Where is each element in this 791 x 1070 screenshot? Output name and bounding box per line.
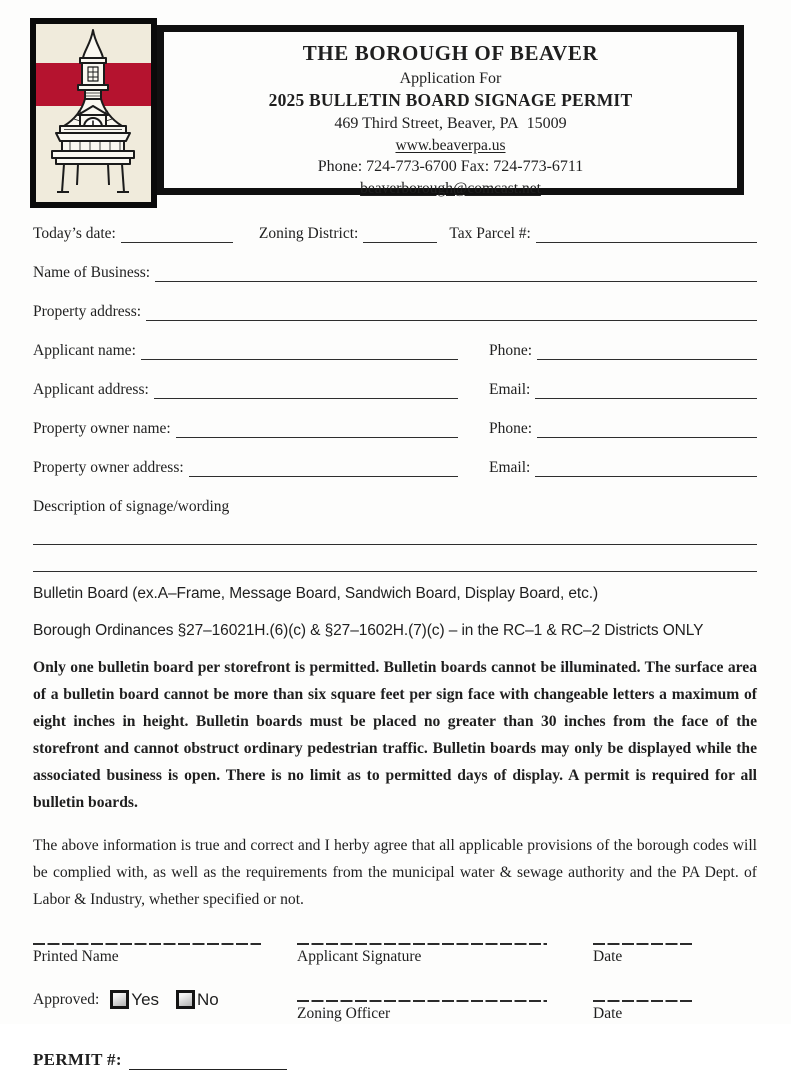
applicant-name-row — [33, 338, 757, 360]
owner-email-field[interactable] — [535, 462, 757, 477]
applicant-email-field[interactable] — [535, 384, 757, 399]
form-header — [0, 0, 791, 208]
form-body — [0, 221, 791, 1070]
approved-yes-checkbox[interactable] — [110, 990, 129, 1009]
printed-name-label: Printed Name — [33, 947, 119, 965]
tax-parcel-label: Tax Parcel #: — [449, 225, 531, 242]
applicant-address-label: Applicant address: — [33, 381, 149, 398]
todays-date-label: Today’s date: — [33, 225, 116, 242]
org-name: THE BOROUGH OF BEAVER — [302, 41, 599, 65]
board-examples-line: Bulletin Board (ex.A–Frame, Message Board, Sandwich Board, Display Board, etc.) — [33, 585, 599, 602]
owner-name-field[interactable] — [176, 423, 458, 438]
signature-date-label: Date — [593, 947, 623, 965]
applicant-name-field[interactable] — [141, 345, 458, 360]
approved-yes-label: Yes — [131, 989, 160, 1009]
property-address-label: Property address: — [33, 303, 142, 320]
approved-no-checkbox[interactable] — [176, 990, 195, 1009]
officer-date-label: Date — [593, 1004, 623, 1022]
date-zoning-parcel-row — [33, 221, 757, 243]
printed-name-field[interactable] — [33, 943, 261, 945]
business-name-row — [33, 260, 757, 282]
description-field-line-2[interactable] — [33, 545, 757, 572]
street-address: 469 Third Street, Beaver, PA 15009 — [334, 115, 567, 133]
owner-email-label: Email: — [489, 459, 531, 476]
ordinance-line: Borough Ordinances §27–16021H.(6)(c) & §27–1602H.(7)(c) – in the RC–1 & RC–2 Districts ONLY — [33, 622, 704, 639]
business-name-label: Name of Business: — [33, 264, 151, 281]
borough-logo — [30, 18, 157, 208]
zoning-district-field[interactable] — [363, 228, 437, 243]
applicant-phone-field[interactable] — [537, 345, 757, 360]
approval-row — [33, 966, 757, 1023]
approved-group — [33, 990, 261, 1010]
phone-fax-line: Phone: 724-773-6700 Fax: 724-773-6711 — [317, 157, 584, 175]
rules-paragraph: Only one bulletin board per storefront is permitted. Bulletin boards cannot be illuminated. The surface area of a bulletin board cannot be more than six square feet per sign face with changeable letters a maximum of eight inches in height. Bulletin boards must be placed no greater than 30 inches from the face of the storefront and cannot obstruct ordinary pedestrian traffic. Bulletin boards may only be displayed while the associated business is open. There is no limit as to permitted days of display. A permit is required for all bulletin boards. — [33, 659, 757, 811]
property-address-field[interactable] — [146, 306, 757, 321]
owner-address-label: Property owner address: — [33, 459, 184, 476]
permit-number-row — [33, 1050, 757, 1070]
zoning-officer-signature-field[interactable] — [297, 1000, 547, 1002]
permit-number-field[interactable] — [129, 1054, 287, 1070]
owner-phone-label: Phone: — [489, 420, 533, 437]
clock-tower-icon — [36, 24, 151, 202]
applicant-address-field[interactable] — [154, 384, 458, 399]
applicant-signature-label: Applicant Signature — [297, 947, 422, 965]
certification-paragraph: The above information is true and correct and I herby agree that all applicable provisions of the borough codes will be complied with, as well as the requirements from the municipal water & sewage authority and the PA Dept. of Labor & Industry, whether specified or not. — [33, 836, 757, 908]
owner-address-row — [33, 455, 757, 477]
business-name-field[interactable] — [155, 267, 757, 282]
permit-number-label: PERMIT #: — [33, 1049, 122, 1069]
applicant-name-label: Applicant name: — [33, 342, 136, 359]
property-address-row — [33, 299, 757, 321]
applicant-phone-label: Phone: — [489, 342, 533, 359]
applicant-signature-field[interactable] — [297, 943, 547, 945]
owner-phone-field[interactable] — [537, 423, 757, 438]
applicant-email-label: Email: — [489, 381, 531, 398]
todays-date-field[interactable] — [121, 228, 233, 243]
email-link[interactable]: beaverborough@comcast.net — [360, 179, 541, 197]
applicant-signature-row — [33, 927, 757, 966]
owner-name-label: Property owner name: — [33, 420, 171, 437]
approved-no-label: No — [197, 989, 219, 1009]
owner-address-field[interactable] — [189, 462, 458, 477]
applicant-address-row — [33, 377, 757, 399]
description-field-line-1[interactable] — [33, 516, 757, 545]
tax-parcel-field[interactable] — [536, 228, 757, 243]
description-label: Description of signage/wording — [33, 498, 230, 515]
signature-date-field[interactable] — [593, 943, 693, 945]
permit-title: 2025 BULLETIN BOARD SIGNAGE PERMIT — [268, 90, 633, 111]
description-label-row — [33, 494, 757, 516]
approved-label: Approved: — [33, 990, 100, 1008]
officer-date-field[interactable] — [593, 1000, 693, 1002]
application-for-line: Application For — [399, 69, 502, 87]
zoning-officer-label: Zoning Officer — [297, 1004, 391, 1022]
website-link[interactable]: www.beaverpa.us — [395, 136, 506, 154]
zoning-district-label: Zoning District: — [258, 225, 359, 242]
header-title-box — [157, 25, 744, 195]
owner-name-row — [33, 416, 757, 438]
